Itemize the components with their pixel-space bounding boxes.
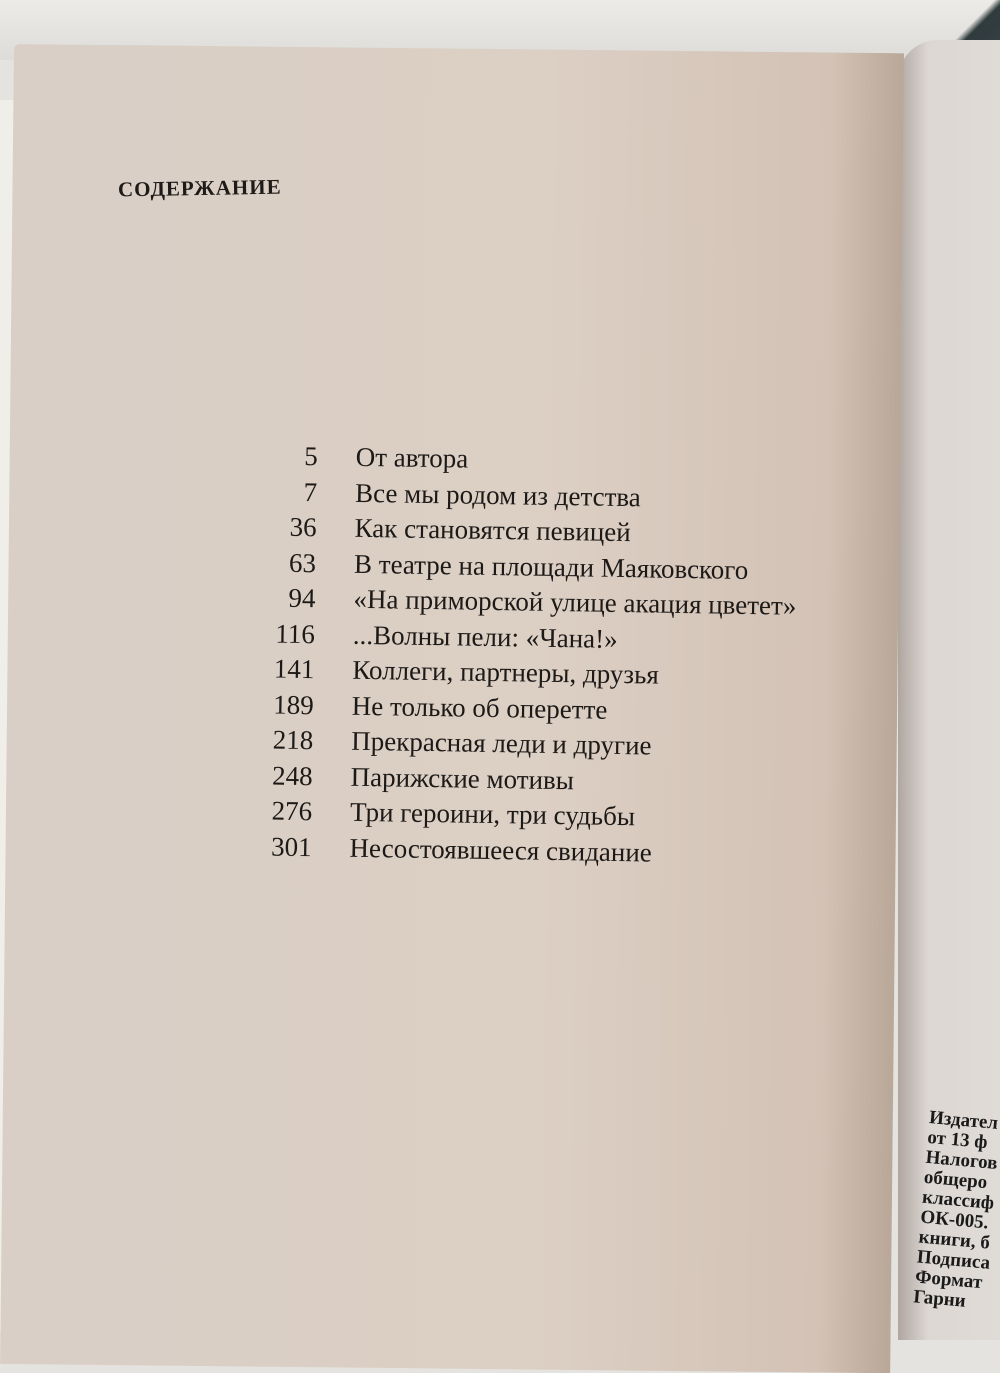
imprint-text xyxy=(913,1108,1000,1314)
imprint-line: ОК-005. xyxy=(919,1206,990,1234)
toc-title: ...Волны пели: «Чана!» xyxy=(352,619,618,654)
toc-title: Как становятся певицей xyxy=(354,513,631,548)
toc-page: 63 xyxy=(288,547,317,578)
toc-title: Три героини, три судьбы xyxy=(349,797,636,832)
imprint-line: классиф xyxy=(921,1186,995,1214)
imprint-line: от 13 ф xyxy=(926,1126,989,1154)
toc-title: «На приморской улице акация цветет» xyxy=(353,584,797,622)
right-page xyxy=(898,40,1000,1340)
toc-page: 248 xyxy=(271,760,313,791)
toc-title: Все мы родом из детства xyxy=(354,477,642,513)
toc-title: Не только об оперетте xyxy=(351,690,608,725)
toc-title: От автора xyxy=(355,442,469,474)
toc-title: Прекрасная леди и другие xyxy=(351,726,652,761)
toc-title: Несостоявшееся свидание xyxy=(349,832,653,868)
imprint-line: Формат xyxy=(914,1266,984,1294)
toc-title: В театре на площади Маяковского xyxy=(353,548,749,585)
table-of-contents xyxy=(233,438,799,873)
toc-page: 116 xyxy=(275,618,316,649)
imprint-line: Налогов xyxy=(924,1146,999,1175)
imprint-line: Подписа xyxy=(916,1246,992,1274)
toc-page: 189 xyxy=(273,689,315,720)
toc-page: 301 xyxy=(270,831,312,862)
imprint-line: общеро xyxy=(923,1166,989,1194)
toc-page: 5 xyxy=(303,441,318,472)
imprint-line: Издател xyxy=(928,1107,999,1134)
toc-page: 218 xyxy=(272,724,314,756)
toc-page: 36 xyxy=(289,512,317,543)
toc-page: 141 xyxy=(273,653,315,685)
toc-title: Коллеги, партнеры, друзья xyxy=(352,655,660,690)
toc-title: Парижские мотивы xyxy=(350,761,575,796)
imprint-line: книги, б xyxy=(917,1226,991,1254)
toc-page: 7 xyxy=(303,476,318,507)
toc-page: 94 xyxy=(288,583,316,614)
page-title: СОДЕРЖАНИЕ xyxy=(117,174,282,202)
toc-page: 276 xyxy=(271,795,313,827)
imprint-line: Гарни xyxy=(912,1286,967,1312)
